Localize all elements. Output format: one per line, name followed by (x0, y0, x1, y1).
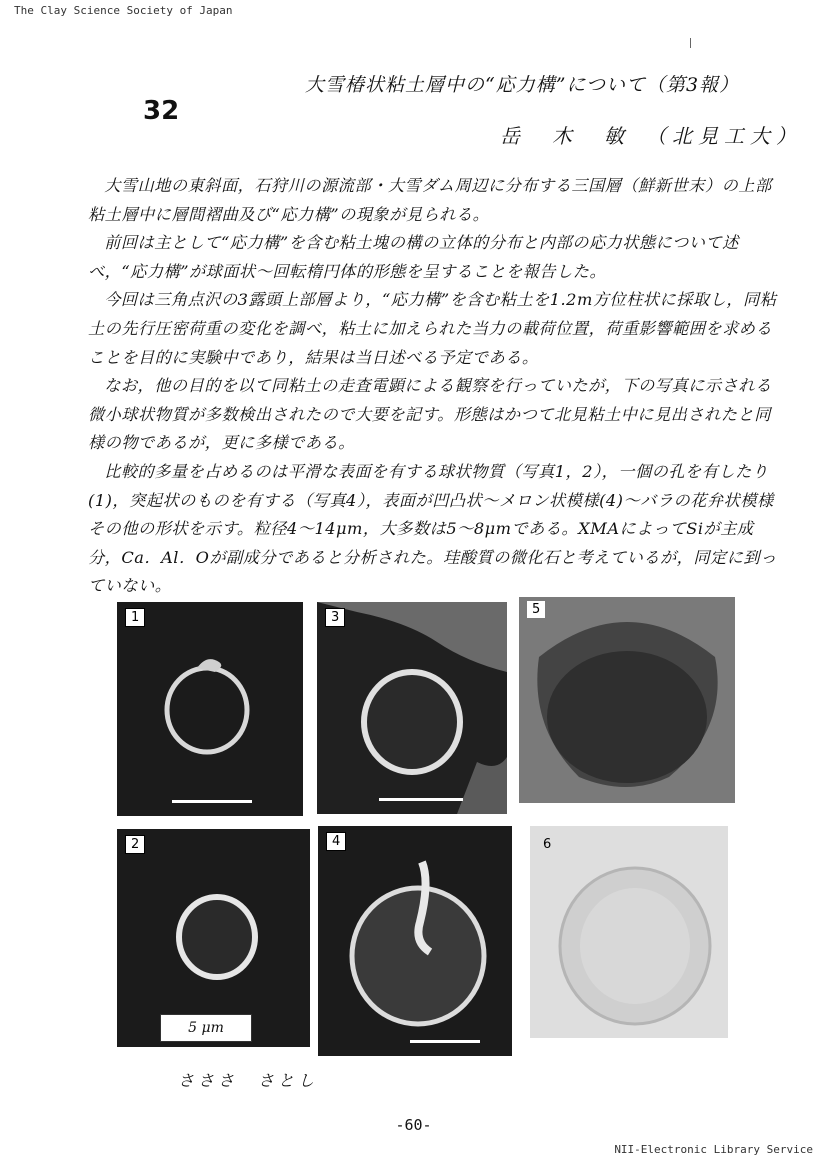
panel-label: 2 (125, 835, 145, 854)
panel-label: 3 (325, 608, 345, 627)
body-paragraph: 大雪山地の東斜面，石狩川の源流部・大雪ダム周辺に分布する三国層（鮮新世末）の上部粘土層中に層間褶曲及び“応力構”の現象が見られる。 (88, 176, 772, 224)
body-paragraph: 今回は三角点沢の3露頭上部層より，“応力構”を含む粘土を1.2m方位柱状に採取し，同粘土の先行圧密荷重の変化を調べ，粘土に加えられた当力の載荷位置，荷重影響範囲を求めることを目的に実験中であり，結果は当日述べる予定である。 (88, 290, 777, 367)
sem-photo-4 (318, 826, 512, 1056)
society-header: The Clay Science Society of Japan (14, 4, 233, 17)
article-number: 32 (143, 96, 180, 126)
margin-mark (690, 38, 691, 48)
scale-bar (379, 798, 463, 801)
article-body (88, 172, 778, 601)
microsphere-image (317, 602, 507, 814)
scale-label: 5 μm (160, 1014, 252, 1042)
microsphere-image (117, 602, 303, 816)
panel-label: 4 (326, 832, 346, 851)
library-footer: NII-Electronic Library Service (614, 1143, 813, 1156)
body-paragraph: なお，他の目的を以て同粘土の走査電顕による観察を行っていたが，下の写真に示される微小球状物質が多数検出されたので大要を記す。形態はかつて北見粘土中に見出されたと同様の物であるが，更に多様である。 (88, 376, 772, 453)
panel-label: 6 (543, 837, 552, 852)
sem-photo-6 (530, 826, 728, 1038)
microsphere-image (519, 597, 735, 803)
scale-bar (172, 800, 252, 803)
sem-photo-3 (317, 602, 507, 814)
panel-label: 5 (527, 601, 545, 618)
microsphere-image (318, 826, 512, 1056)
scale-bar (410, 1040, 480, 1043)
sem-photo-1 (117, 602, 303, 816)
article-title: 大雪椿状粘土層中の“応力構”について（第3報） (305, 74, 740, 96)
panel-label: 1 (125, 608, 145, 627)
microsphere-image (530, 826, 728, 1038)
photo-credit: さささ さとし (178, 1071, 319, 1090)
body-paragraph: 前回は主として“応力構”を含む粘土塊の構の立体的分布と内部の応力状態について述べ，“応力構”が球面状〜回転楕円体的形態を呈することを報告した。 (88, 233, 739, 281)
article-author: 岳 木 敏 （北見工大） (500, 124, 802, 148)
sem-photo-5 (519, 597, 735, 803)
page-number: -60- (395, 1116, 432, 1134)
body-paragraph: 比較的多量を占めるのは平滑な表面を有する球状物質（写真1，2），一個の孔を有したり(1)，突起状のものを有する（写真4），表面が凹凸状〜メロン状模様(4)〜バラの花弁状模様その他の形状を示す。粒径4〜14μm，大多数は5〜8μmである。XMAによってSiが主成分，Ca．Al．Oが副成分であると分析された。珪酸質の微化石と考えているが，同定に到っていない。 (88, 461, 777, 596)
